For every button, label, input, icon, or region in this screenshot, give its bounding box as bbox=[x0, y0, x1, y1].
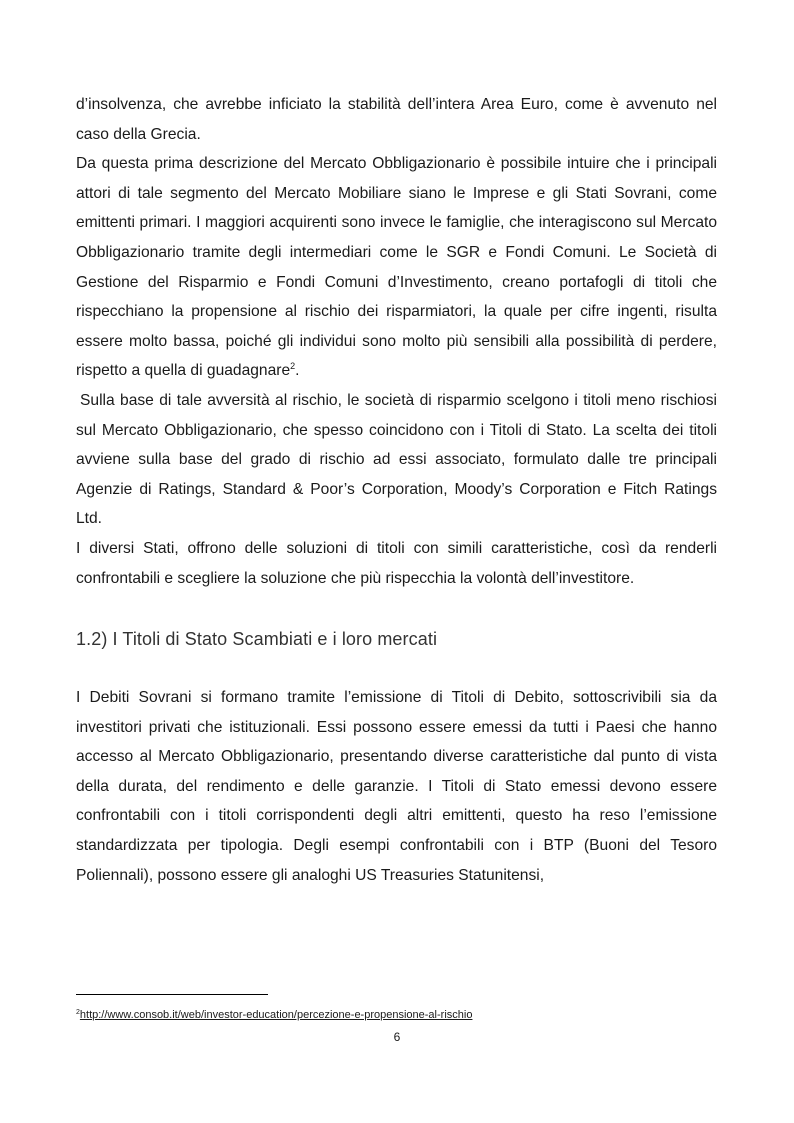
paragraph-text: I diversi Stati, offrono delle soluzioni di titoli con simili caratteristiche, così da renderli confrontabili e scegliere la soluzione che più rispecchia la volontà dell’investitore. bbox=[76, 539, 717, 587]
page-body bbox=[76, 90, 717, 890]
paragraph-market-actors bbox=[76, 149, 717, 386]
paragraph-text: Sulla base di tale avversità al rischio, le società di risparmio scelgono i titoli meno rischiosi sul Mercato Obbligazionario, che spesso coincidono con i Titoli di Stato. La scelta dei titoli avviene sulla base del grado di rischio ad essi associato, formulato dalle tre principali Agenzie di Ratings, Standard & Poor’s Corporation, Moody’s Corporation e Fitch Ratings Ltd. bbox=[76, 391, 717, 528]
paragraph-insolvency bbox=[76, 90, 717, 149]
page-number: 6 bbox=[393, 1030, 401, 1044]
footnote-separator bbox=[76, 994, 268, 995]
footnote-reference[interactable]: 2 bbox=[290, 361, 296, 372]
footnote-link[interactable]: http://www.consob.it/web/investor-education/percezione-e-propensione-al-rischio bbox=[79, 1009, 473, 1021]
paragraph-sovereign-debt: I Debiti Sovrani si formano tramite l’emissione di Titoli di Debito, sottoscrivibili sia da investitori privati che istituzionali. Essi possono essere emessi da tutti i Paesi che hanno accesso al Mercato Obbligazionario, presentando diverse caratteristiche dal punto di vista della durata, del rendimento e delle garanzie. I Titoli di Stato emessi devono essere confrontabili con i titoli corrispondenti degli altri emittenti, questo ha reso l’emissione standardizzata per tipologia. Degli esempi confrontabili con i BTP (Buoni del Tesoro Poliennali), possono essere gli analoghi US Treasuries Statunitensi, bbox=[76, 689, 717, 884]
footnote-marker: 2 bbox=[76, 1009, 80, 1016]
section-heading: 1.2) I Titoli di Stato Scambiati e i loro mercati bbox=[76, 629, 438, 650]
footnote bbox=[76, 1009, 472, 1021]
paragraph-tail: . bbox=[295, 362, 300, 380]
paragraph-states-offer bbox=[76, 534, 717, 593]
paragraph-risk-aversion bbox=[76, 386, 717, 534]
paragraph-text: d’insolvenza, che avrebbe inficiato la stabilità dell’intera Area Euro, come è avvenuto nel caso della Grecia. bbox=[76, 96, 717, 143]
paragraph-text: Da questa prima descrizione del Mercato Obbligazionario è possibile intuire che i principali attori di tale segmento del Mercato Mobiliare siano le Imprese e gli Stati Sovrani, come emittenti primari. I maggiori acquirenti sono invece le famiglie, che interagiscono sul Mercato Obbligazionario tramite degli intermediari come le SGR e Fondi Comuni. Le Società di Gestione del Risparmio e Fondi Comuni d’Investimento, creano portafogli di titoli che rispecchiano la propensione al rischio dei risparmiatori, la quale per cifre ingenti, risulta essere molto bassa, poiché gli individui sono molto più sensibili alla possibilità di perdere, rispetto a quella di guadagnare bbox=[76, 155, 717, 380]
